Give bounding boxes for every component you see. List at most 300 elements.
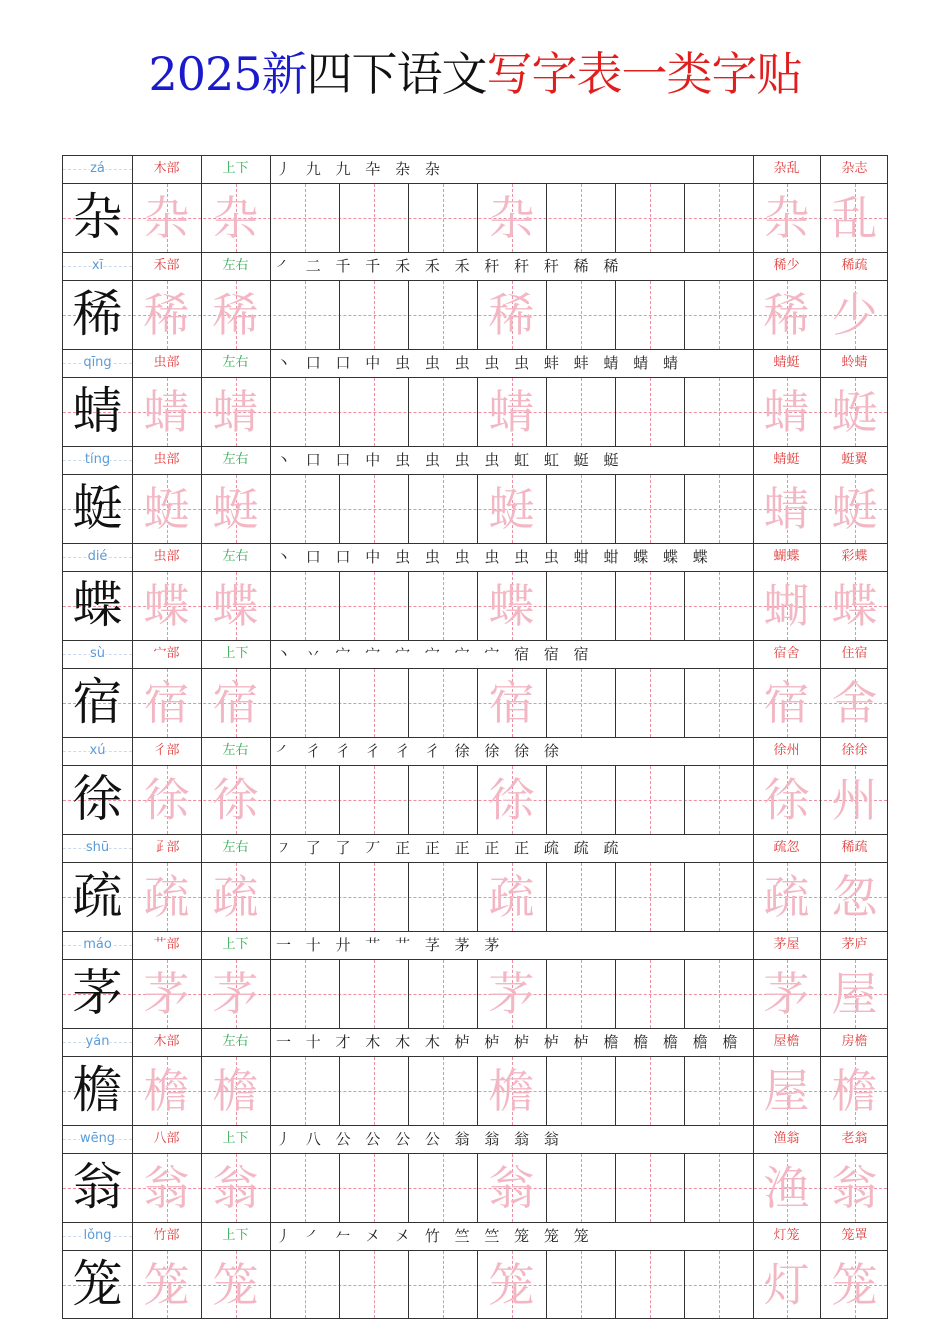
blank-practice-cell[interactable] (408, 1057, 477, 1125)
character-row (62, 931, 888, 1028)
word-2-text: 茅庐 (841, 937, 868, 952)
cell-divider (753, 156, 754, 183)
word-1 (753, 253, 820, 280)
word-2-text: 老翁 (841, 1131, 868, 1146)
trace-word-char-2[interactable]: 蜓 (831, 482, 878, 536)
cell-divider (270, 835, 271, 862)
writing-grid (62, 1153, 888, 1222)
blank-practice-cell[interactable] (546, 572, 615, 640)
model-character: 蝶 (72, 576, 123, 634)
trace-word-char-2[interactable]: 笼 (831, 1258, 878, 1312)
blank-practice-cell[interactable] (408, 475, 477, 543)
title-part-topic: 写字表一类字贴 (486, 47, 802, 101)
radical-label-text: 虫部 (153, 355, 180, 370)
blank-practice-cell[interactable] (684, 475, 753, 543)
trace-character[interactable]: 茅 (488, 967, 535, 1021)
blank-practice-cell[interactable] (339, 960, 408, 1028)
info-strip (62, 640, 888, 668)
trace-character[interactable]: 宿 (212, 676, 259, 730)
cell-divider (820, 1126, 821, 1153)
trace-character[interactable]: 徐 (212, 773, 259, 827)
trace-character[interactable]: 疏 (212, 870, 259, 924)
stroke-order (270, 641, 753, 668)
blank-practice-cell[interactable] (684, 766, 753, 834)
trace-character[interactable]: 笼 (143, 1258, 190, 1312)
character-row (62, 1125, 888, 1222)
blank-practice-cell[interactable] (546, 475, 615, 543)
radical-label-text: 𤴔部 (153, 840, 180, 855)
radical-label (132, 544, 201, 571)
radical-label (132, 738, 201, 765)
cell-divider (201, 1223, 202, 1250)
trace-character[interactable]: 宿 (143, 676, 190, 730)
cell-divider (753, 1126, 754, 1153)
trace-word-char-1[interactable]: 屋 (763, 1064, 810, 1118)
blank-practice-cell[interactable] (408, 572, 477, 640)
cell-divider (132, 835, 133, 862)
pinyin-label-text: xú (89, 743, 106, 758)
blank-practice-cell[interactable] (270, 572, 339, 640)
blank-practice-cell[interactable] (546, 1057, 615, 1125)
blank-practice-cell[interactable] (546, 766, 615, 834)
model-character: 茅 (72, 964, 123, 1022)
word-1 (753, 738, 820, 765)
structure-label-text: 左右 (222, 840, 249, 855)
cell-divider (270, 447, 271, 474)
cell-divider (753, 350, 754, 377)
cell-divider (132, 350, 133, 377)
trace-character[interactable]: 宿 (488, 676, 535, 730)
blank-practice-cell[interactable] (339, 1251, 408, 1318)
trace-word-char-2[interactable]: 少 (831, 288, 878, 342)
info-strip (62, 737, 888, 765)
blank-practice-cell[interactable] (270, 960, 339, 1028)
word-2-text: 住宿 (841, 646, 868, 661)
blank-practice-cell[interactable] (339, 1057, 408, 1125)
trace-character[interactable]: 蝶 (143, 579, 190, 633)
trace-word-char-2[interactable]: 檐 (831, 1064, 878, 1118)
cell-divider (132, 932, 133, 959)
character-row (62, 446, 888, 543)
trace-character[interactable]: 杂 (212, 191, 259, 245)
character-row (62, 640, 888, 737)
cell-divider (753, 641, 754, 668)
radical-label-text: 竹部 (153, 1228, 180, 1243)
cell-divider (820, 738, 821, 765)
structure-label-text: 左右 (222, 743, 249, 758)
word-1 (753, 1029, 820, 1056)
pinyin-label-text: sù (89, 646, 105, 661)
cell-divider (270, 156, 271, 183)
cell-divider (201, 544, 202, 571)
character-row (62, 737, 888, 834)
trace-character[interactable]: 疏 (143, 870, 190, 924)
radical-label (132, 350, 201, 377)
trace-word-char-1[interactable]: 稀 (763, 288, 810, 342)
model-character: 檐 (72, 1061, 123, 1119)
blank-practice-cell[interactable] (615, 960, 684, 1028)
blank-practice-cell[interactable] (408, 766, 477, 834)
writing-grid (62, 280, 888, 349)
trace-word-char-1[interactable]: 蜻 (763, 385, 810, 439)
radical-label (132, 1223, 201, 1250)
trace-character[interactable]: 蜻 (143, 385, 190, 439)
trace-word-char-2[interactable]: 州 (831, 773, 878, 827)
word-2 (820, 253, 889, 280)
cell-divider (753, 932, 754, 959)
trace-word-char-2[interactable]: 屋 (831, 967, 878, 1021)
trace-character[interactable]: 徐 (488, 773, 535, 827)
cell-divider (753, 1223, 754, 1250)
trace-word-char-2[interactable]: 蜓 (831, 385, 878, 439)
word-2 (820, 1223, 889, 1250)
cell-divider (270, 1223, 271, 1250)
cell-divider (820, 932, 821, 959)
character-row (62, 252, 888, 349)
word-2-text: 杂志 (841, 161, 868, 176)
blank-practice-cell[interactable] (684, 960, 753, 1028)
blank-practice-cell[interactable] (339, 1154, 408, 1222)
blank-practice-cell[interactable] (270, 669, 339, 737)
stroke-order-text: 丶 丷 宀 宀 宀 宀 宀 宀 宿 宿 宿 (276, 645, 594, 663)
trace-word-char-2[interactable]: 蝶 (831, 579, 878, 633)
blank-practice-cell[interactable] (270, 1057, 339, 1125)
blank-practice-cell[interactable] (408, 863, 477, 931)
trace-character[interactable]: 蜓 (212, 482, 259, 536)
blank-practice-cell[interactable] (270, 281, 339, 349)
trace-character[interactable]: 翁 (488, 1161, 535, 1215)
stroke-order-text: 丿 八 公 公 公 公 翁 翁 翁 翁 (276, 1130, 564, 1148)
word-1 (753, 447, 820, 474)
word-1 (753, 1223, 820, 1250)
cell-divider (270, 253, 271, 280)
blank-practice-cell[interactable] (684, 669, 753, 737)
word-2 (820, 738, 889, 765)
word-2-text: 蜓翼 (841, 452, 868, 467)
radical-label-text: 木部 (153, 161, 180, 176)
structure-label (201, 835, 270, 862)
blank-practice-cell[interactable] (684, 1251, 753, 1318)
blank-practice-cell[interactable] (339, 766, 408, 834)
trace-character[interactable]: 笼 (212, 1258, 259, 1312)
pinyin-label-text: wēng (79, 1131, 116, 1146)
blank-practice-cell[interactable] (684, 572, 753, 640)
cell-divider (201, 641, 202, 668)
blank-practice-cell[interactable] (408, 1251, 477, 1318)
blank-practice-cell[interactable] (546, 1154, 615, 1222)
blank-practice-cell[interactable] (615, 1154, 684, 1222)
pinyin-label-text: dié (87, 549, 108, 564)
model-character: 宿 (72, 673, 123, 731)
info-strip (62, 446, 888, 474)
stroke-order (270, 738, 753, 765)
radical-label-text: 虫部 (153, 549, 180, 564)
word-1-text: 疏忽 (773, 840, 800, 855)
cell-divider (270, 641, 271, 668)
trace-word-char-1[interactable]: 疏 (763, 870, 810, 924)
trace-word-char-2[interactable]: 翁 (831, 1161, 878, 1215)
trace-character[interactable]: 蜓 (143, 482, 190, 536)
trace-character[interactable]: 笼 (488, 1258, 535, 1312)
trace-word-char-1[interactable]: 灯 (763, 1258, 810, 1312)
blank-practice-cell[interactable] (615, 184, 684, 252)
blank-practice-cell[interactable] (546, 184, 615, 252)
blank-practice-cell[interactable] (684, 281, 753, 349)
blank-practice-cell[interactable] (270, 766, 339, 834)
structure-label-text: 上下 (222, 1228, 249, 1243)
blank-practice-cell[interactable] (339, 184, 408, 252)
blank-practice-cell[interactable] (684, 378, 753, 446)
pinyin-label (63, 156, 132, 183)
cell-divider (820, 835, 821, 862)
trace-word-char-1[interactable]: 宿 (763, 676, 810, 730)
info-strip (62, 1125, 888, 1153)
cell-divider (270, 544, 271, 571)
model-character: 徐 (72, 770, 123, 828)
trace-character[interactable]: 茅 (212, 967, 259, 1021)
blank-practice-cell[interactable] (546, 281, 615, 349)
trace-character[interactable]: 蜓 (488, 482, 535, 536)
blank-practice-cell[interactable] (408, 378, 477, 446)
info-strip (62, 931, 888, 959)
trace-character[interactable]: 杂 (488, 191, 535, 245)
trace-word-char-1[interactable]: 渔 (763, 1161, 810, 1215)
stroke-order-text: ㇇ 了 了 丆 正 正 正 正 正 疏 疏 疏 (276, 839, 624, 857)
trace-word-char-1[interactable]: 茅 (763, 967, 810, 1021)
trace-character[interactable]: 檐 (212, 1064, 259, 1118)
structure-label (201, 253, 270, 280)
cell-divider (753, 835, 754, 862)
blank-practice-cell[interactable] (270, 863, 339, 931)
blank-practice-cell[interactable] (408, 669, 477, 737)
writing-grid (62, 571, 888, 640)
word-1-text: 蝴蝶 (773, 549, 800, 564)
blank-practice-cell[interactable] (339, 669, 408, 737)
pinyin-label (63, 1223, 132, 1250)
model-character: 蜻 (72, 382, 123, 440)
pinyin-label-text: shū (85, 840, 110, 855)
blank-practice-cell[interactable] (270, 475, 339, 543)
blank-practice-cell[interactable] (615, 1251, 684, 1318)
blank-practice-cell[interactable] (546, 863, 615, 931)
word-2 (820, 1126, 889, 1153)
trace-character[interactable]: 蜻 (488, 385, 535, 439)
radical-label-text: 禾部 (153, 258, 180, 273)
radical-label-text: 虫部 (153, 452, 180, 467)
structure-label-text: 左右 (222, 355, 249, 370)
word-1 (753, 1126, 820, 1153)
blank-practice-cell[interactable] (546, 669, 615, 737)
model-character: 稀 (72, 285, 123, 343)
stroke-order (270, 1126, 753, 1153)
trace-word-char-2[interactable]: 忽 (831, 870, 878, 924)
word-2 (820, 544, 889, 571)
pinyin-label-text: máo (83, 937, 112, 952)
pinyin-label (63, 544, 132, 571)
pinyin-label-text: tíng (84, 452, 111, 467)
radical-label (132, 253, 201, 280)
stroke-order (270, 1029, 753, 1056)
word-2 (820, 1029, 889, 1056)
blank-practice-cell[interactable] (546, 960, 615, 1028)
structure-label-text: 左右 (222, 549, 249, 564)
character-row (62, 1222, 888, 1319)
blank-practice-cell[interactable] (339, 572, 408, 640)
blank-practice-cell[interactable] (615, 766, 684, 834)
writing-grid (62, 183, 888, 252)
word-2-text: 蛉蜻 (841, 355, 868, 370)
trace-character[interactable]: 稀 (212, 288, 259, 342)
pinyin-label (63, 350, 132, 377)
word-1-text: 蜻蜓 (773, 355, 800, 370)
blank-practice-cell[interactable] (408, 960, 477, 1028)
blank-practice-cell[interactable] (408, 281, 477, 349)
radical-label-text: 宀部 (153, 646, 180, 661)
stroke-order (270, 544, 753, 571)
stroke-order (270, 447, 753, 474)
blank-practice-cell[interactable] (615, 669, 684, 737)
pinyin-label-text: yán (85, 1034, 110, 1049)
trace-word-char-2[interactable]: 舍 (831, 676, 878, 730)
blank-practice-cell[interactable] (684, 863, 753, 931)
trace-character[interactable]: 稀 (488, 288, 535, 342)
writing-grid (62, 862, 888, 931)
word-2 (820, 641, 889, 668)
title-part-subject: 四下语文 (306, 47, 487, 101)
structure-label-text: 左右 (222, 452, 249, 467)
cell-divider (753, 738, 754, 765)
structure-label (201, 641, 270, 668)
structure-label (201, 1029, 270, 1056)
trace-word-char-1[interactable]: 杂 (763, 191, 810, 245)
cell-divider (132, 641, 133, 668)
blank-practice-cell[interactable] (270, 1154, 339, 1222)
word-1 (753, 932, 820, 959)
blank-practice-cell[interactable] (339, 281, 408, 349)
pinyin-label (63, 447, 132, 474)
blank-practice-cell[interactable] (339, 378, 408, 446)
cell-divider (270, 1126, 271, 1153)
trace-character[interactable]: 蝶 (212, 579, 259, 633)
cell-divider (820, 447, 821, 474)
blank-practice-cell[interactable] (615, 475, 684, 543)
blank-practice-cell[interactable] (684, 184, 753, 252)
info-strip (62, 1028, 888, 1056)
page-title (0, 44, 950, 104)
cell-divider (132, 1029, 133, 1056)
trace-word-char-1[interactable]: 蜻 (763, 482, 810, 536)
stroke-order-text: 一 十 才 木 木 木 栌 栌 栌 栌 栌 檐 檐 檐 檐 檐 (276, 1033, 743, 1051)
pinyin-label (63, 932, 132, 959)
blank-practice-cell[interactable] (270, 1251, 339, 1318)
blank-practice-cell[interactable] (615, 378, 684, 446)
trace-character[interactable]: 蜻 (212, 385, 259, 439)
stroke-order-text: 一 十 廾 艹 艹 芓 茅 茅 (276, 936, 505, 954)
blank-practice-cell[interactable] (339, 863, 408, 931)
cell-divider (820, 253, 821, 280)
blank-practice-cell[interactable] (615, 572, 684, 640)
pinyin-label-text: xī (91, 258, 104, 273)
writing-grid (62, 1250, 888, 1319)
word-2-text: 房檐 (841, 1034, 868, 1049)
blank-practice-cell[interactable] (615, 281, 684, 349)
blank-practice-cell[interactable] (684, 1154, 753, 1222)
cell-divider (820, 641, 821, 668)
word-1-text: 灯笼 (773, 1228, 800, 1243)
blank-practice-cell[interactable] (408, 1154, 477, 1222)
cell-divider (820, 156, 821, 183)
blank-practice-cell[interactable] (546, 378, 615, 446)
writing-grid (62, 668, 888, 737)
blank-practice-cell[interactable] (615, 863, 684, 931)
trace-character[interactable]: 疏 (488, 870, 535, 924)
radical-label-text: 艹部 (153, 937, 180, 952)
radical-label (132, 1029, 201, 1056)
writing-grid (62, 474, 888, 543)
word-1 (753, 835, 820, 862)
trace-character[interactable]: 翁 (212, 1161, 259, 1215)
cell-divider (132, 156, 133, 183)
writing-grid (62, 959, 888, 1028)
blank-practice-cell[interactable] (615, 1057, 684, 1125)
model-character: 疏 (72, 867, 123, 925)
cell-divider (132, 544, 133, 571)
blank-practice-cell[interactable] (339, 475, 408, 543)
cell-divider (820, 544, 821, 571)
word-2-text: 笼罩 (841, 1228, 868, 1243)
structure-label (201, 447, 270, 474)
structure-label (201, 544, 270, 571)
word-2 (820, 447, 889, 474)
trace-character[interactable]: 稀 (143, 288, 190, 342)
trace-character[interactable]: 茅 (143, 967, 190, 1021)
cell-divider (201, 738, 202, 765)
trace-character[interactable]: 檐 (143, 1064, 190, 1118)
title-part-year: 2025新 (148, 47, 307, 101)
word-2-text: 稀疏 (841, 258, 868, 273)
blank-practice-cell[interactable] (270, 184, 339, 252)
trace-character[interactable]: 翁 (143, 1161, 190, 1215)
trace-word-char-1[interactable]: 徐 (763, 773, 810, 827)
cell-divider (132, 1223, 133, 1250)
word-1-text: 蜻蜓 (773, 452, 800, 467)
blank-practice-cell[interactable] (684, 1057, 753, 1125)
word-2 (820, 156, 889, 183)
trace-character[interactable]: 蝶 (488, 579, 535, 633)
structure-label (201, 350, 270, 377)
trace-word-char-2[interactable]: 乱 (831, 191, 878, 245)
blank-practice-cell[interactable] (270, 378, 339, 446)
pinyin-label (63, 641, 132, 668)
blank-practice-cell[interactable] (408, 184, 477, 252)
blank-practice-cell[interactable] (546, 1251, 615, 1318)
stroke-order-text: 丿 ㇒ 𠂉 㐅 㐅 竹 竺 竺 笼 笼 笼 (276, 1227, 594, 1245)
trace-character[interactable]: 徐 (143, 773, 190, 827)
word-2-text: 彩蝶 (841, 549, 868, 564)
trace-character[interactable]: 杂 (143, 191, 190, 245)
word-2 (820, 835, 889, 862)
info-strip (62, 834, 888, 862)
character-row (62, 155, 888, 252)
radical-label (132, 641, 201, 668)
character-row (62, 834, 888, 931)
word-2 (820, 350, 889, 377)
stroke-order (270, 835, 753, 862)
pinyin-label-text: zá (90, 161, 105, 176)
word-1-text: 徐州 (773, 743, 800, 758)
trace-word-char-1[interactable]: 蝴 (763, 579, 810, 633)
trace-character[interactable]: 檐 (488, 1064, 535, 1118)
